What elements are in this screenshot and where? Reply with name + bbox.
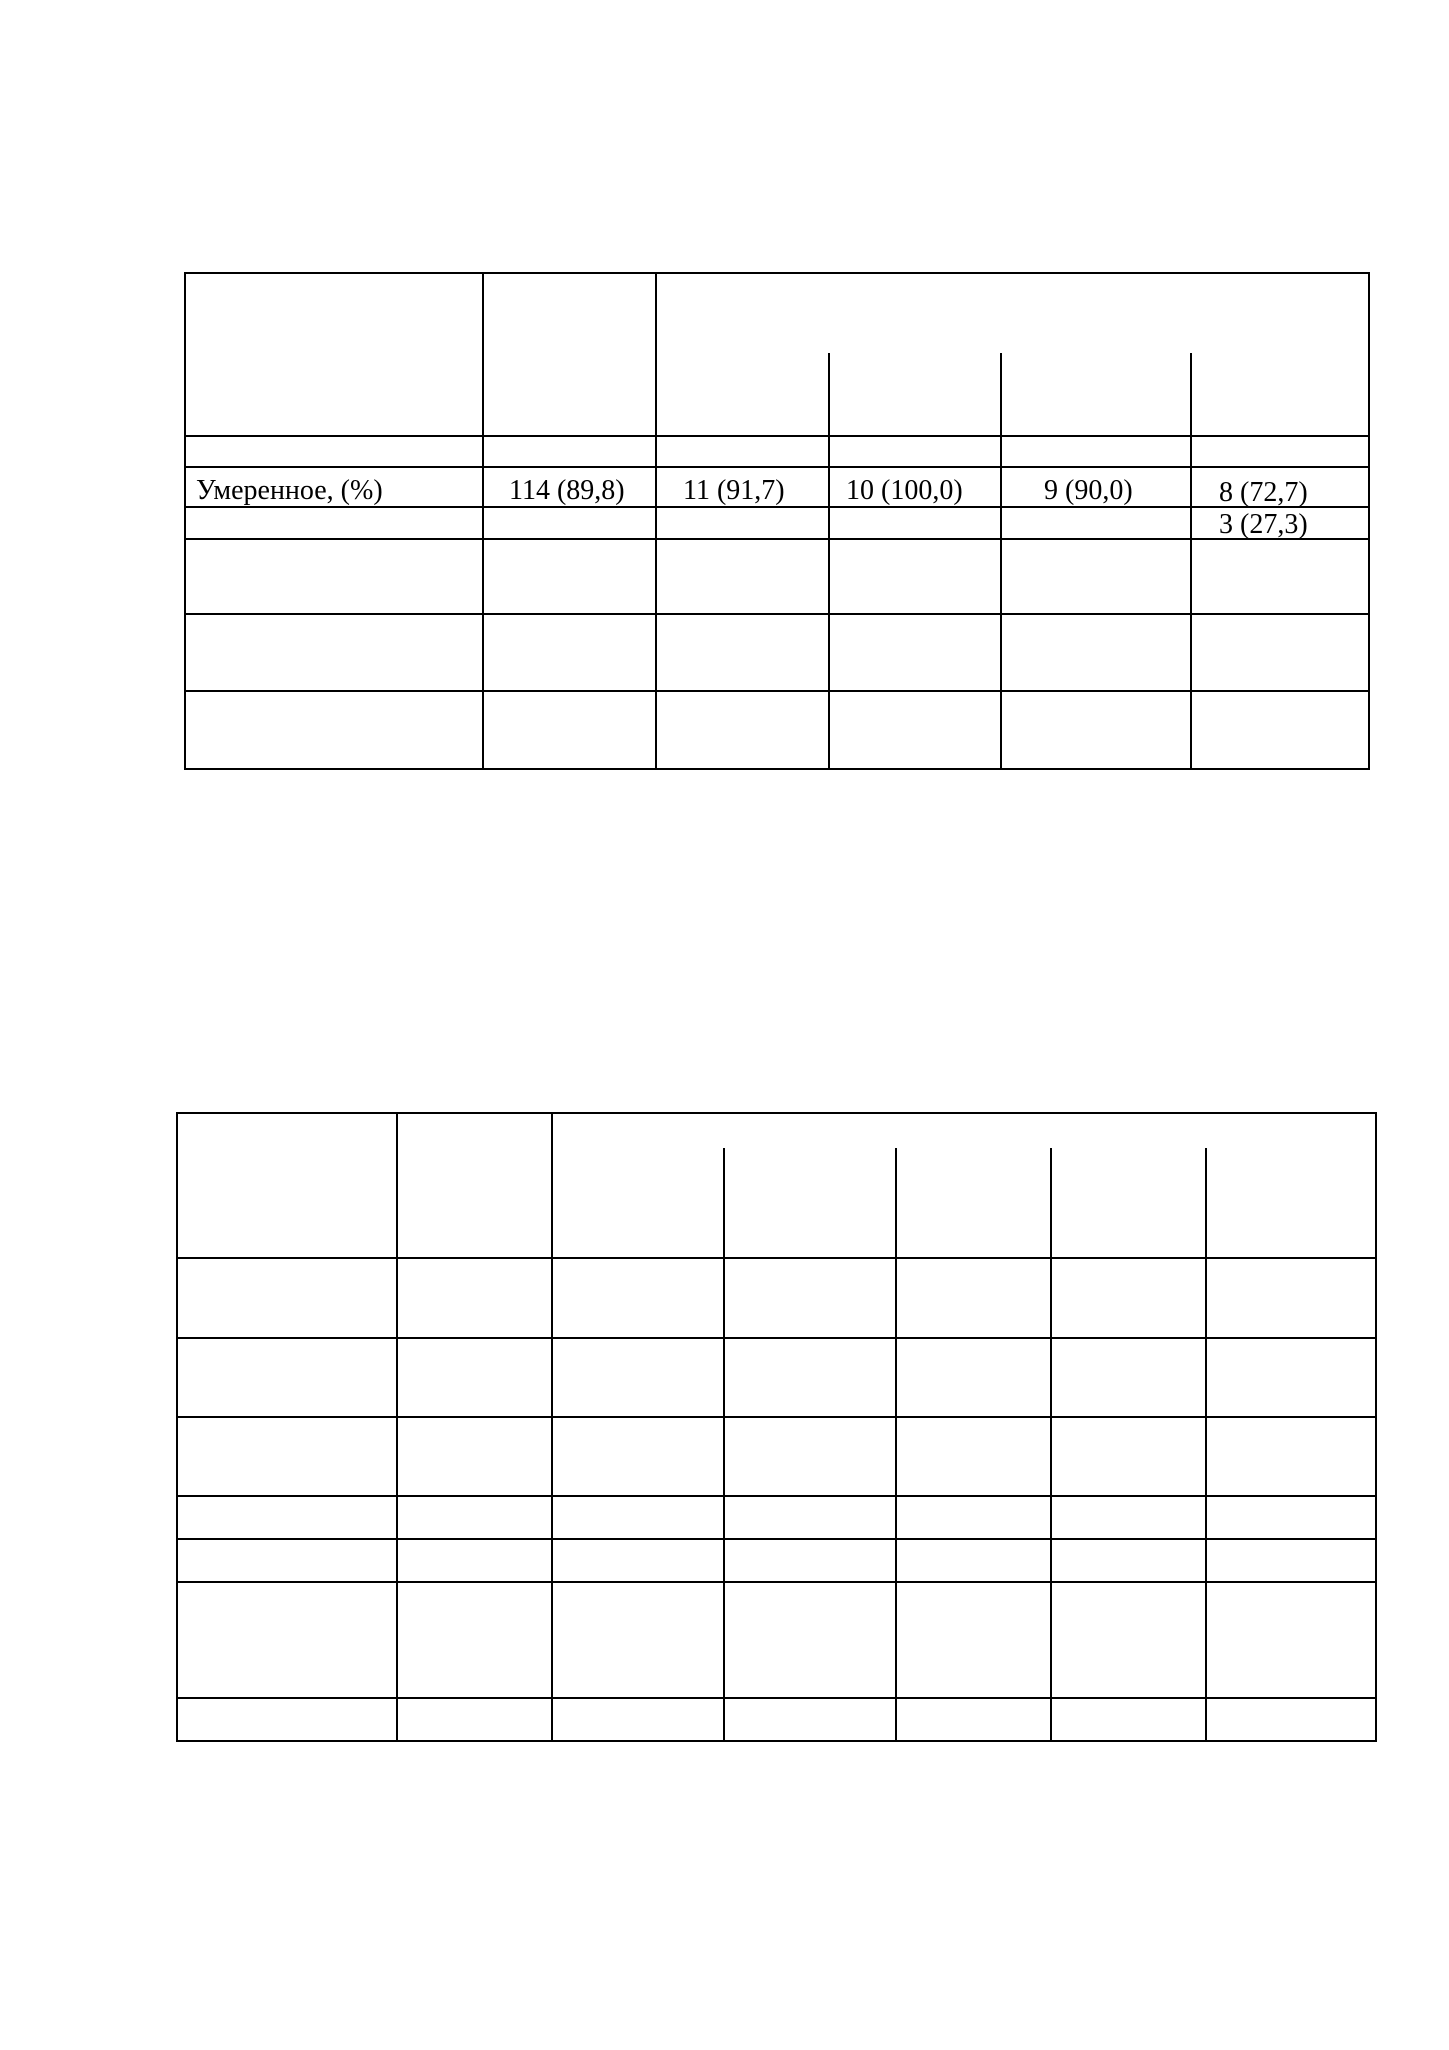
table-1-cell: 11 (91,7) xyxy=(683,475,785,506)
table-1-row-line xyxy=(184,538,1370,540)
table-1-divider xyxy=(655,272,657,770)
table-1-border xyxy=(184,272,1370,770)
table-2-divider xyxy=(551,1112,553,1742)
table-1-row-line xyxy=(184,466,1370,468)
table-1-row-line xyxy=(184,435,1370,437)
table-2-row-line xyxy=(176,1697,1377,1699)
table-1-divider xyxy=(482,272,484,770)
table-2-row-line xyxy=(176,1581,1377,1583)
table-2-row-line xyxy=(176,1495,1377,1497)
table-1-cell: 10 (100,0) xyxy=(846,475,963,506)
table-1-row-line xyxy=(184,690,1370,692)
table-2-row-line xyxy=(176,1416,1377,1418)
table-2-divider xyxy=(1050,1148,1052,1742)
table-1-row-label: Умеренное, (%) xyxy=(196,475,383,506)
table-2-row-line xyxy=(176,1337,1377,1339)
table-1-cell-total: 114 (89,8) xyxy=(509,475,625,506)
table-1-divider xyxy=(1190,353,1192,770)
table-1-cell: 9 (90,0) xyxy=(1044,475,1133,506)
table-2-divider xyxy=(1205,1148,1207,1742)
table-1-divider xyxy=(828,353,830,770)
table-2-divider xyxy=(723,1148,725,1742)
table-2-divider xyxy=(895,1148,897,1742)
table-1-cell: 8 (72,7) xyxy=(1219,477,1308,508)
table-2-row-line xyxy=(176,1257,1377,1259)
table-1-extra-value: 3 (27,3) xyxy=(1219,509,1308,540)
table-2-border xyxy=(176,1112,1377,1742)
table-1-divider xyxy=(1000,353,1002,770)
table-2-row-line xyxy=(176,1538,1377,1540)
table-2-divider xyxy=(396,1112,398,1742)
table-1-row-line xyxy=(184,613,1370,615)
table-1-row-line xyxy=(184,506,1370,508)
